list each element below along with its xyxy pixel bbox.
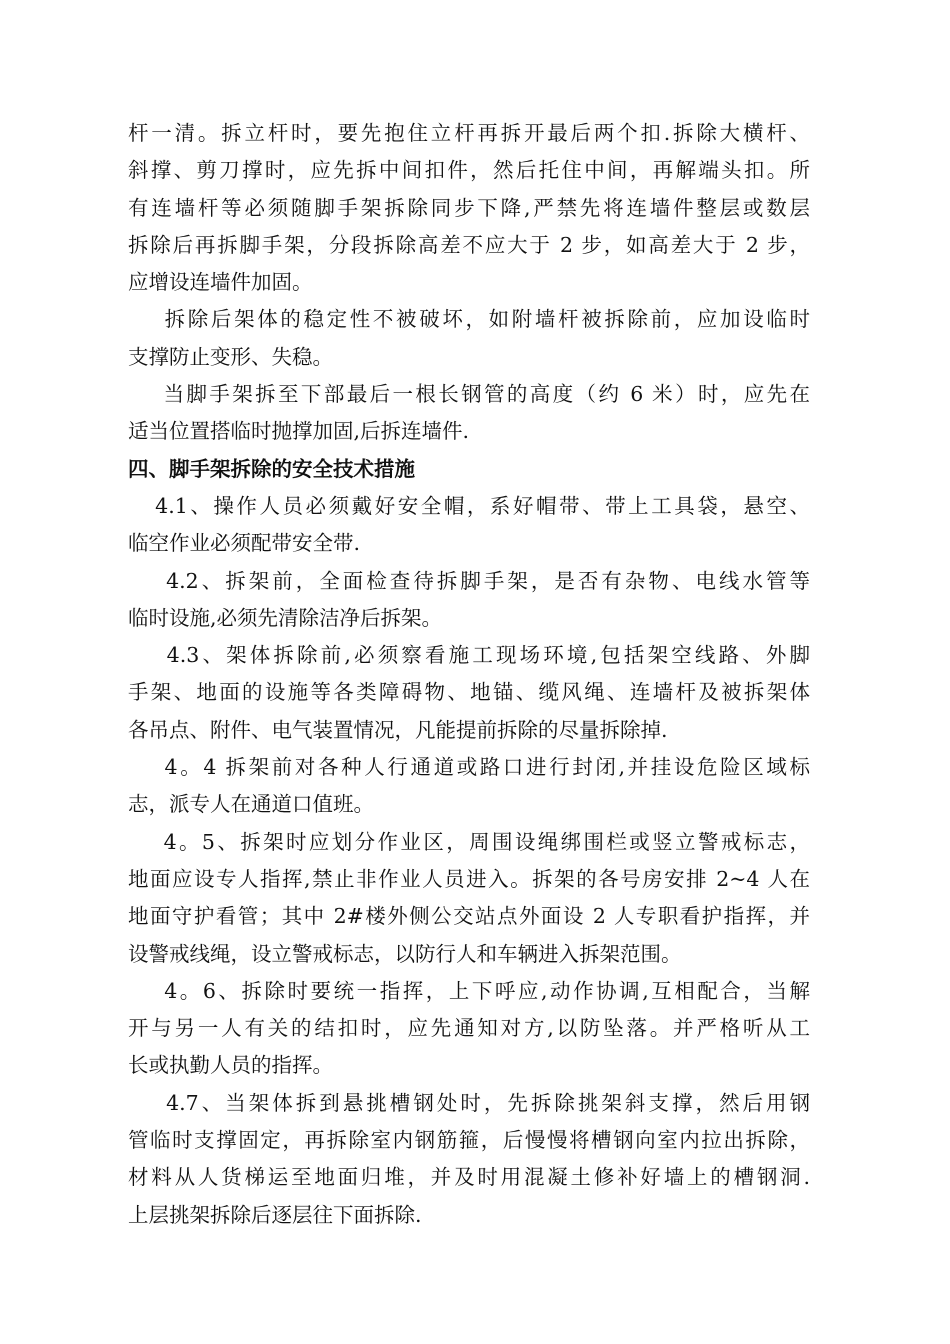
text-line: 各吊点、附件、电气装置情况，凡能提前拆除的尽量拆除掉.	[128, 717, 668, 742]
text-line: 当脚手架拆至下部最后一根长钢管的高度（约 6 米）时，应先在	[128, 382, 810, 407]
text-line: 4。6、拆除时要统一指挥，上下呼应,动作协调,互相配合，当解	[128, 978, 810, 1003]
paragraph-4-1	[128, 488, 810, 563]
text-line: 拆除后再拆脚手架，分段拆除高差不应大于 2 步，如高差大于 2 步，	[128, 232, 810, 257]
paragraph-4-7	[128, 1085, 810, 1234]
section-title: 四、脚手架拆除的安全技术措施	[128, 456, 415, 481]
paragraph-4-5	[128, 824, 810, 973]
text-line: 地面守护看管；其中 2#楼外侧公交站点外面设 2 人专职看护指挥，并	[128, 904, 810, 929]
text-line: 上层挑架拆除后逐层往下面拆除.	[128, 1202, 422, 1227]
text-line: 材料从人货梯运至地面归堆，并及时用混凝土修补好墙上的槽钢洞.	[128, 1165, 810, 1190]
text-line: 长或执勤人员的指挥。	[128, 1053, 333, 1078]
text-line: 4。4 拆架前对各种人行通道或路口进行封闭,并挂设危险区域标	[128, 755, 810, 780]
text-line: 拆除后架体的稳定性不被破坏，如附墙杆被拆除前，应加设临时	[128, 307, 810, 332]
text-line: 4.1、操作人员必须戴好安全帽，系好帽带、带上工具袋，悬空、	[128, 493, 810, 518]
paragraph-dismantle-method	[128, 115, 810, 301]
text-line: 临空作业必须配带安全带.	[128, 531, 361, 556]
paragraph-4-3	[128, 637, 810, 749]
text-line: 手架、地面的设施等各类障碍物、地锚、缆风绳、连墙杆及被拆架体	[128, 680, 810, 705]
text-line: 志，派专人在通道口值班。	[128, 792, 374, 817]
text-line: 管临时支撑固定，再拆除室内钢筋箍，后慢慢将槽钢向室内拉出拆除，	[128, 1128, 810, 1153]
document-body	[128, 115, 810, 1234]
section-heading	[128, 451, 810, 488]
text-line: 4.3、架体拆除前,必须察看施工现场环境,包括架空线路、外脚	[128, 643, 810, 668]
text-line: 适当位置搭临时抛撑加固,后拆连墙件.	[128, 419, 470, 444]
text-line: 支撑防止变形、失稳。	[128, 344, 333, 369]
text-line: 杆一清。拆立杆时，要先抱住立杆再拆开最后两个扣.拆除大横杆、	[128, 121, 810, 145]
text-line: 地面应设专人指挥,禁止非作业人员进入。拆架的各号房安排 2~4 人在	[128, 866, 810, 891]
text-line: 应增设连墙件加固。	[128, 270, 313, 295]
paragraph-4-4	[128, 749, 810, 824]
paragraph-stability	[128, 301, 810, 376]
text-line: 有连墙杆等必须随脚手架拆除同步下降,严禁先将连墙件整层或数层	[128, 195, 810, 220]
text-line: 4。5、拆架时应划分作业区，周围设绳绑围栏或竖立警戒标志，	[128, 829, 810, 854]
paragraph-last-pipe	[128, 376, 810, 451]
text-line: 临时设施,必须先清除洁净后拆架。	[128, 605, 443, 630]
text-line: 4.7、当架体拆到悬挑槽钢处时，先拆除挑架斜支撑，然后用钢	[128, 1090, 810, 1115]
text-line: 斜撑、剪刀撑时，应先拆中间扣件，然后托住中间，再解端头扣。所	[128, 158, 810, 183]
text-line: 开与另一人有关的结扣时，应先通知对方,以防坠落。并严格听从工	[128, 1016, 810, 1041]
text-line: 设警戒线绳，设立警戒标志，以防行人和车辆进入拆架范围。	[128, 941, 682, 966]
paragraph-4-6	[128, 973, 810, 1085]
text-line: 4.2、拆架前，全面检查待拆脚手架，是否有杂物、电线水管等	[128, 568, 810, 593]
paragraph-4-2	[128, 563, 810, 638]
